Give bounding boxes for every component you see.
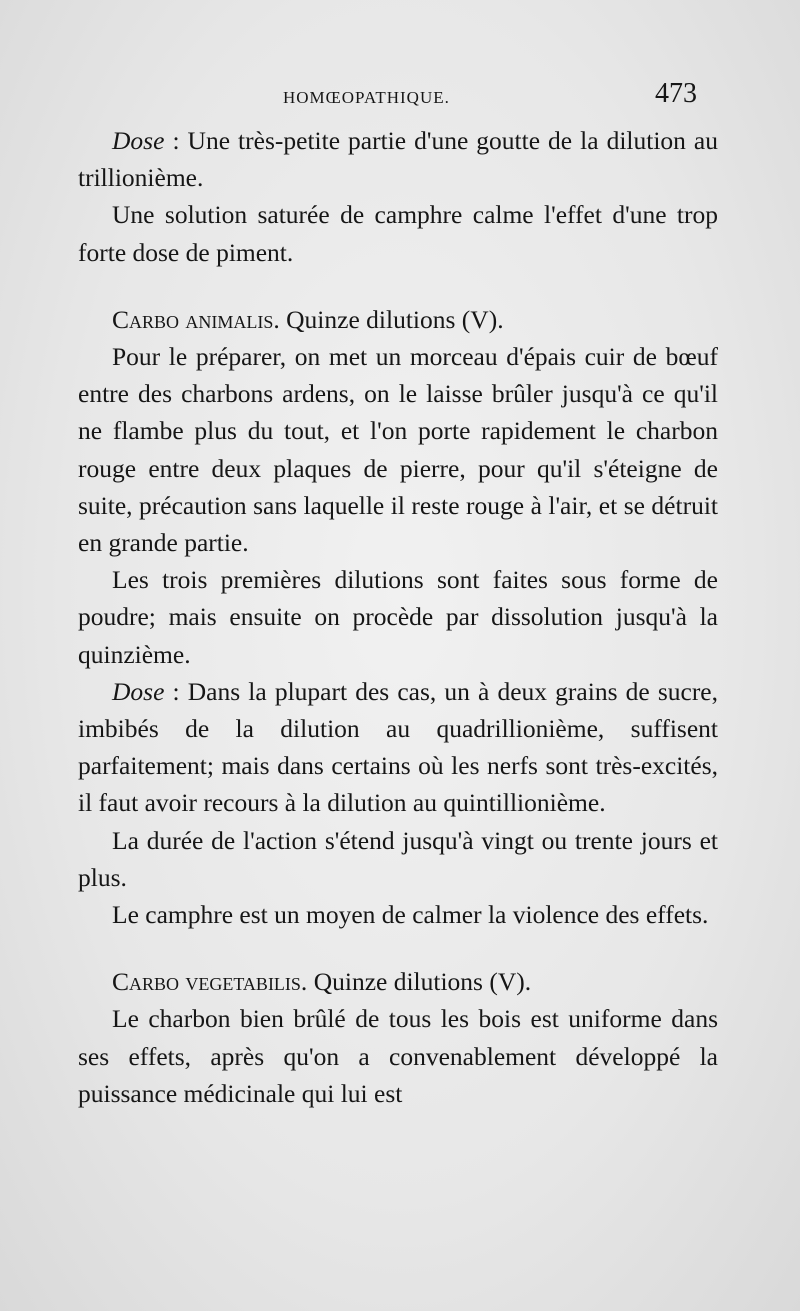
section-gap: [78, 933, 718, 963]
paragraph-text: : Une très-petite partie d'une goutte de la dilution au trillionième.: [78, 126, 718, 193]
paragraph-text: Le camphre est un moyen de calmer la violence des effets.: [112, 900, 709, 930]
body-text: [78, 122, 718, 1112]
paragraph-charbon: [78, 1000, 718, 1112]
running-head: HOMŒOPATHIQUE.: [283, 88, 450, 107]
paragraph-dose-2: [78, 673, 718, 822]
paragraph-text: Le charbon bien brûlé de tous les bois est uniforme dans ses effets, après qu'on a convenablement développé la puissance médicinale qui lui est: [78, 1004, 718, 1108]
paragraph-text: La durée de l'action s'étend jusqu'à vingt ou trente jours et plus.: [78, 825, 718, 892]
heading-text: Quinze dilutions (V).: [279, 304, 504, 334]
paragraph-dose-1: [78, 122, 718, 196]
paragraph-text: Pour le préparer, on met un morceau d'épais cuir de bœuf entre des charbons ardens, on le laisse brûler jusqu'à ce qu'il ne flambe plus du tout, et l'on porte rapidement le charbon rouge entre deux plaques de pierre, pour qu'il s'éteigne de suite, précaution sans laquelle il reste rouge à l'air, et se détruit en grande partie.: [78, 342, 718, 558]
paragraph-dilutions: [78, 561, 718, 673]
page-header: [0, 78, 800, 118]
dose-label: Dose: [112, 126, 165, 155]
paragraph-text: : Dans la plupart des cas, un à deux grains de sucre, imbibés de la dilution au quadrillionième, suffisent parfaitement; mais dans certains où les nerfs sont très-excités, il faut avoir recours à la dilution au quintillionième.: [78, 676, 718, 818]
heading-carbo-animalis: [78, 301, 718, 338]
remedy-name: Carbo vegetabilis.: [112, 967, 308, 997]
heading-text: Quinze dilutions (V).: [307, 967, 532, 997]
paragraph-text: Les trois premières dilutions sont faites sous forme de poudre; mais ensuite on procède par dissolution jusqu'à la quinzième.: [78, 565, 718, 669]
paragraph-camphre-calm: [78, 896, 718, 933]
remedy-name: Carbo animalis.: [112, 304, 280, 334]
dose-label: Dose: [112, 676, 165, 706]
heading-carbo-vegetabilis: [78, 963, 718, 1000]
paragraph-camphre-antidote: [78, 196, 718, 270]
section-gap: [78, 271, 718, 301]
paragraph-duration: [78, 822, 718, 896]
paragraph-preparation: [78, 338, 718, 561]
page-number: 473: [655, 78, 697, 109]
paragraph-text: Une solution saturée de camphre calme l'effet d'une trop forte dose de piment.: [78, 200, 718, 267]
